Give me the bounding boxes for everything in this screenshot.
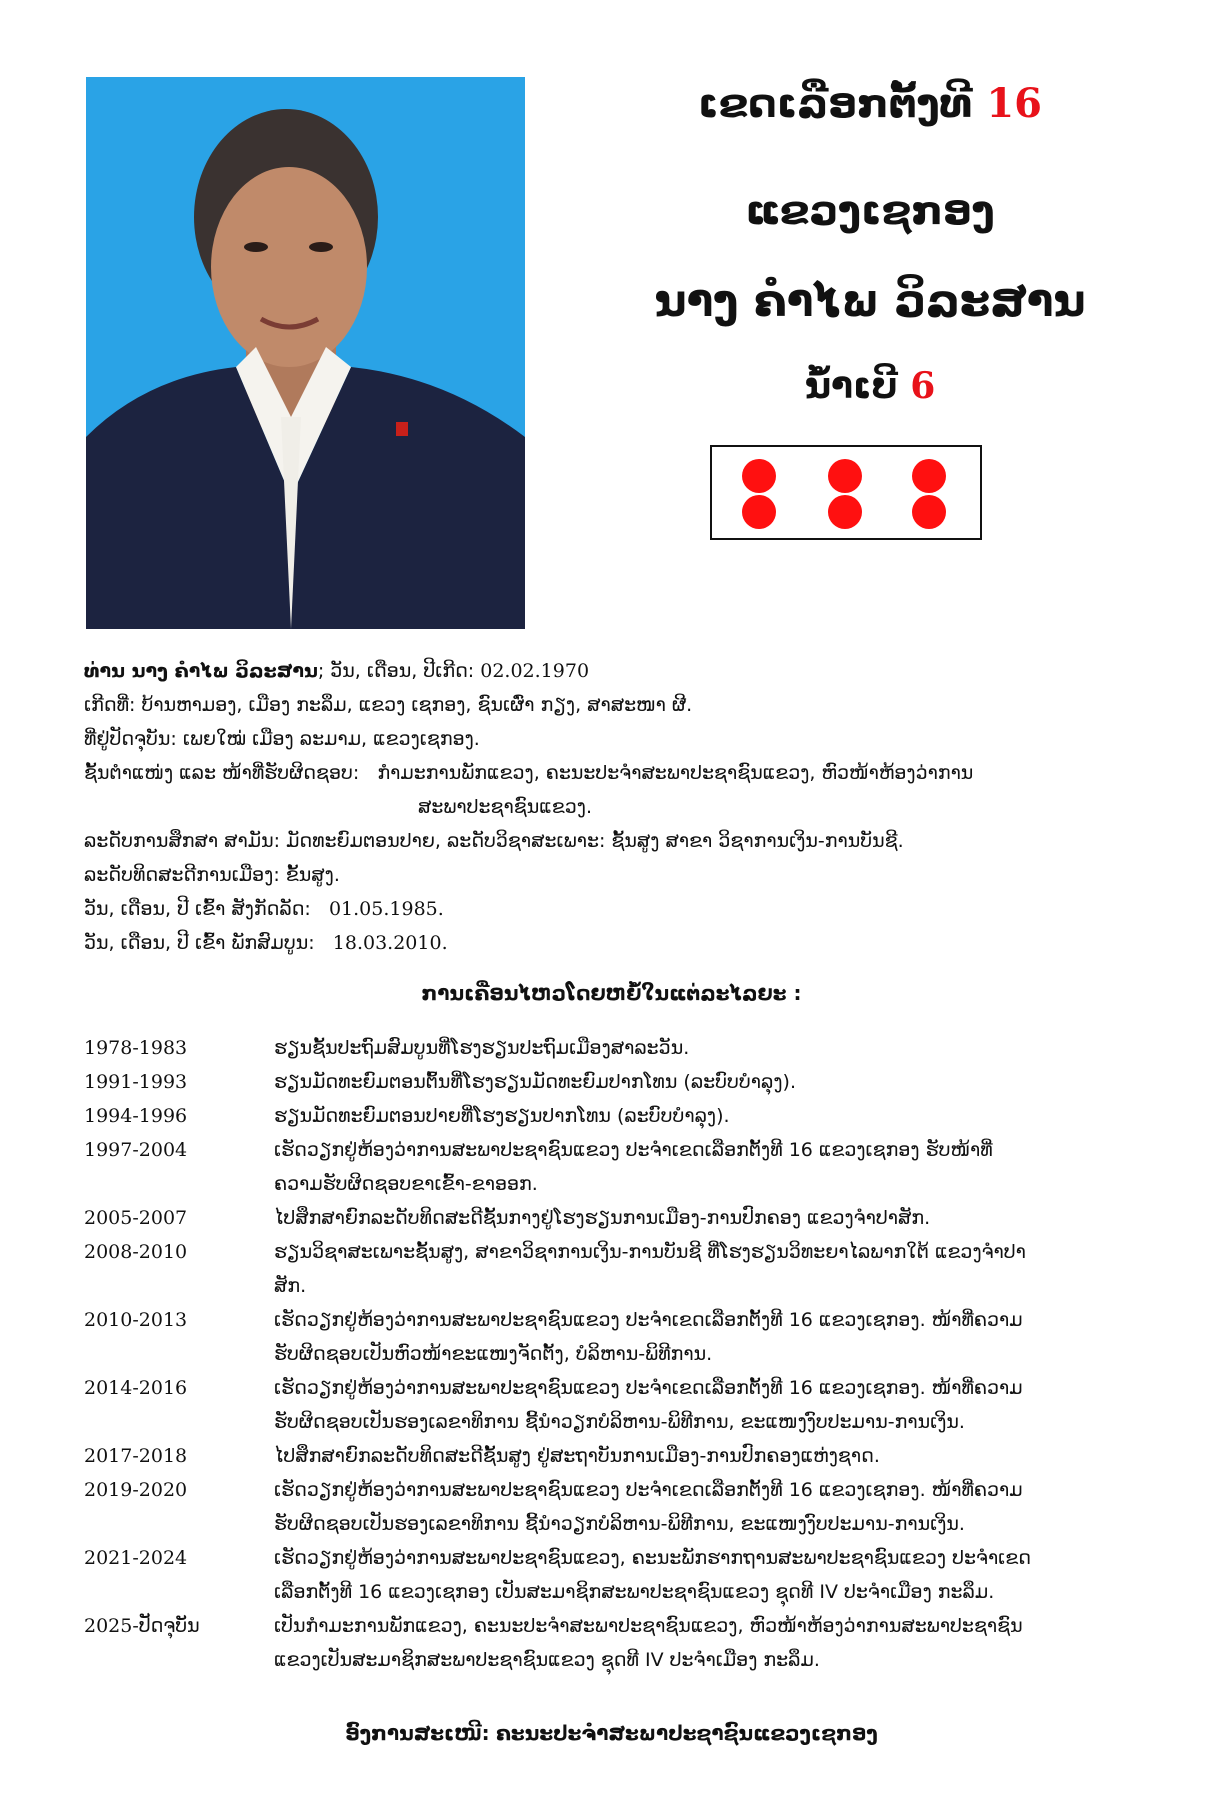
timeline-years: 2019-2020 [84, 1479, 188, 1501]
timeline-text-line2: ສັກ. [274, 1275, 307, 1297]
timeline-text: ໄປສຶກສາຍົກລະດັບທິດສະດີຊັ້ນກາງຢູ່ໂຮງຮຽນການເມືອງ-ການປົກຄອງ ແຂວງຈຳປາສັກ. [274, 1207, 931, 1229]
timeline-text [274, 1235, 1154, 1303]
timeline-text-line2: ເລືອກຕັ້ງທີ 16 ແຂວງເຊກອງ ເປັນສະມາຊິກສະພາປະຊາຊົນແຂວງ ຊຸດທີ IV ປະຈຳເມືອງ ກະລຶມ. [274, 1581, 995, 1603]
timeline-years: 1997-2004 [84, 1139, 188, 1161]
dice-dot [742, 459, 776, 493]
timeline-text-line1: ເປັນກຳມະການພັກແຂວງ, ຄະນະປະຈຳສະພາປະຊາຊົນແຂວງ, ຫົວໜ້າຫ້ອງວ່າການສະພາປະຊາຊົນ [274, 1615, 1023, 1637]
info-name-dob [84, 654, 1164, 688]
footer-label: ອົງການສະເໜີ: [345, 1721, 490, 1745]
position-line1: ກຳມະການພັກແຂວງ, ຄະນະປະຈຳສະພາປະຊາຊົນແຂວງ, ຫົວໜ້າຫ້ອງວ່າການ [377, 762, 974, 784]
timeline-title: ການເຄື່ອນໄຫວໂດຍຫຍໍ້ໃນແຕ່ລະໄລຍະ : [421, 981, 802, 1005]
party-date: 18.03.2010. [332, 932, 448, 954]
timeline-text [274, 1541, 1154, 1609]
dob-value: 02.02.1970 [480, 660, 590, 682]
footer-value: ຄະນະປະຈຳສະພາປະຊາຊົນແຂວງເຊກອງ [495, 1721, 878, 1745]
timeline-text-line1: ເຮັດວຽກຢູ່ຫ້ອງວ່າການສະພາປະຊາຊົນແຂວງ ປະຈຳເຂດເລືອກຕັ້ງທີ 16 ແຂວງເຊກອງ. ໜ້າທີ່ຄວາມ [274, 1309, 1023, 1331]
timeline-text-line2: ຮັບຜິດຊອບເປັນຮອງເລຂາທິການ ຊີ້ນຳວຽກບໍລິຫານ-ພິທີການ, ຂະແໜງງົບປະມານ-ການເງິນ. [274, 1411, 965, 1433]
info-name: ທ່ານ ນາງ ຄຳໄພ ວິລະສານ [84, 660, 318, 682]
timeline-text: ໄປສຶກສາຍົກລະດັບທິດສະດີຊັ້ນສູງ ຢູ່ສະຖາບັນການເມືອງ-ການປົກຄອງແຫ່ງຊາດ. [274, 1445, 880, 1467]
timeline-text-line2: ແຂວງເປັນສະມາຊິກສະພາປະຊາຊົນແຂວງ ຊຸດທີ IV ປະຈຳເມືອງ ກະລຶມ. [274, 1649, 820, 1671]
timeline-text-line1: ເຮັດວຽກຢູ່ຫ້ອງວ່າການສະພາປະຊາຊົນແຂວງ, ຄະນະພັກຮາກຖານສະພາປະຊາຊົນແຂວງ ປະຈຳເຂດ [274, 1547, 1032, 1569]
timeline-years: 2014-2016 [84, 1377, 188, 1399]
portrait-illustration [86, 77, 525, 629]
timeline-row [84, 1439, 1184, 1473]
dice-dot [828, 459, 862, 493]
timeline-years: 2025-ປັດຈຸບັນ [84, 1615, 200, 1637]
timeline-row [84, 1609, 1184, 1677]
timeline-years: 1991-1993 [84, 1071, 188, 1093]
timeline-text: ຮຽນຊັ້ນປະຖົມສົມບູນທີ່ໂຮງຮຽນປະຖົມເມືອງສາລະວັນ. [274, 1037, 690, 1059]
candidate-photo [86, 77, 525, 629]
timeline-row [84, 1371, 1184, 1439]
info-youth-date [84, 892, 1164, 926]
timeline-text-line1: ເຮັດວຽກຢູ່ຫ້ອງວ່າການສະພາປະຊາຊົນແຂວງ ປະຈຳເຂດເລືອກຕັ້ງທີ 16 ແຂວງເຊກອງ. ໜ້າທີ່ຄວາມ [274, 1377, 1023, 1399]
timeline-text [274, 1133, 1154, 1201]
timeline-text: ຮຽນມັດທະຍົມຕອນຕົ້ນທີ່ໂຮງຮຽນມັດທະຍົມປາກໂທນ (ລະບົບບຳລຸງ). [274, 1071, 796, 1093]
timeline-text [274, 1609, 1154, 1677]
youth-label: ວັນ, ເດືອນ, ປີ ເຂົ້າ ສັງກັດລັດ: [84, 898, 311, 920]
timeline-years: 1978-1983 [84, 1037, 188, 1059]
dob-label: ; ວັນ, ເດືອນ, ປີເກີດ: [317, 660, 475, 682]
timeline-text-line1: ເຮັດວຽກຢູ່ຫ້ອງວ່າການສະພາປະຊາຊົນແຂວງ ປະຈຳເຂດເລືອກຕັ້ງທີ 16 ແຂວງເຊກອງ ຮັບໜ້າທີ່ [274, 1139, 993, 1161]
timeline-years: 2008-2010 [84, 1241, 188, 1263]
position-line2: ສະພາປະຊາຊົນແຂວງ. [418, 796, 592, 818]
timeline-text [274, 1303, 1154, 1371]
timeline-row [84, 1133, 1184, 1201]
timeline-text: ຮຽນມັດທະຍົມຕອນປາຍທີ່ໂຮງຮຽນປາກໂທນ (ລະບົບບຳລຸງ). [274, 1105, 730, 1127]
timeline-row [84, 1473, 1184, 1541]
dice-dot [742, 495, 776, 529]
youth-date: 01.05.1985. [328, 898, 444, 920]
timeline-text [274, 1371, 1154, 1439]
position-label: ຊັ້ນຕຳແໜ່ງ ແລະ ໜ້າທີ່ຮັບຜິດຊອບ: [84, 762, 360, 784]
personal-info [84, 654, 1164, 960]
info-education: ລະດັບການສຶກສາ ສາມັນ: ມັດທະຍົມຕອນປາຍ, ລະດັບວິຊາສະເພາະ: ຊັ້ນສູງ ສາຂາ ວິຊາການເງິນ-ການບັນຊີ. [84, 830, 904, 852]
district-number: 16 [986, 80, 1042, 127]
proposing-organization [0, 1721, 1223, 1745]
number-value: 6 [910, 365, 936, 407]
party-label: ວັນ, ເດືອນ, ປີ ເຂົ້າ ພັກສົມບູນ: [84, 932, 315, 954]
timeline-row [84, 1099, 1184, 1133]
info-birthplace: ເກີດທີ່: ບ້ານຫາມອງ, ເມືອງ ກະລຶມ, ແຂວງ ເຊກອງ, ຊົນເຜົ່າ ກຽງ, ສາສະໜາ ຜີ. [84, 694, 693, 716]
timeline-text [274, 1473, 1154, 1541]
timeline-text-line2: ຄວາມຮັບຜິດຊອບຂາເຂົ້າ-ຂາອອກ. [274, 1173, 538, 1195]
info-political: ລະດັບທິດສະດີການເມືອງ: ຂັ້ນສູງ. [84, 864, 340, 886]
info-address: ທີ່ຢູ່ປັດຈຸບັນ: ເພຍໃໝ່ ເມືອງ ລະມາມ, ແຂວງເຊກອງ. [84, 728, 480, 750]
timeline-text-line1: ເຮັດວຽກຢູ່ຫ້ອງວ່າການສະພາປະຊາຊົນແຂວງ ປະຈຳເຂດເລືອກຕັ້ງທີ 16 ແຂວງເຊກອງ. ໜ້າທີ່ຄວາມ [274, 1479, 1023, 1501]
ballot-number-dice [710, 445, 982, 540]
timeline-years: 2021-2024 [84, 1547, 188, 1569]
dice-dot [912, 495, 946, 529]
province-heading: ແຂວງເຊກອງ [745, 188, 995, 234]
dice-dot [828, 495, 862, 529]
number-label: ນ້ຳເບີ [804, 366, 898, 407]
timeline-row [84, 1303, 1184, 1371]
info-position [84, 756, 1164, 790]
district-heading [590, 80, 1150, 127]
timeline-text-line2: ຮັບຜິດຊອບເປັນຮອງເລຂາທິການ ຊີ້ນຳວຽກບໍລິຫານ-ພິທີການ, ຂະແໜງງົບປະມານ-ການເງິນ. [274, 1513, 965, 1535]
timeline-years: 2005-2007 [84, 1207, 188, 1229]
timeline-years: 2017-2018 [84, 1445, 188, 1467]
candidate-name: ນາງ ຄຳໄພ ວິລະສານ [654, 276, 1086, 327]
candidate-number-heading [590, 365, 1150, 407]
timeline-row [84, 1031, 1184, 1065]
info-party-date [84, 926, 1164, 960]
timeline-years: 1994-1996 [84, 1105, 188, 1127]
timeline-row [84, 1235, 1184, 1303]
timeline-row [84, 1065, 1184, 1099]
dice-dot [912, 459, 946, 493]
timeline-text-line2: ຮັບຜິດຊອບເປັນຫົວໜ້າຂະແໜງຈັດຕັ້ງ, ບໍລິຫານ-ພິທີການ. [274, 1343, 713, 1365]
career-timeline [84, 1031, 1184, 1677]
timeline-text-line1: ຮຽນວິຊາສະເພາະຊັ້ນສູງ, ສາຂາວິຊາການເງິນ-ການບັນຊີ ທີ່ໂຮງຮຽນວິທະຍາໄລພາກໃຕ້ ແຂວງຈຳປາ [274, 1241, 1026, 1263]
timeline-row [84, 1541, 1184, 1609]
timeline-years: 2010-2013 [84, 1309, 188, 1331]
timeline-row [84, 1201, 1184, 1235]
district-label: ເຂດເລືອກຕັ້ງທີ [698, 81, 973, 127]
